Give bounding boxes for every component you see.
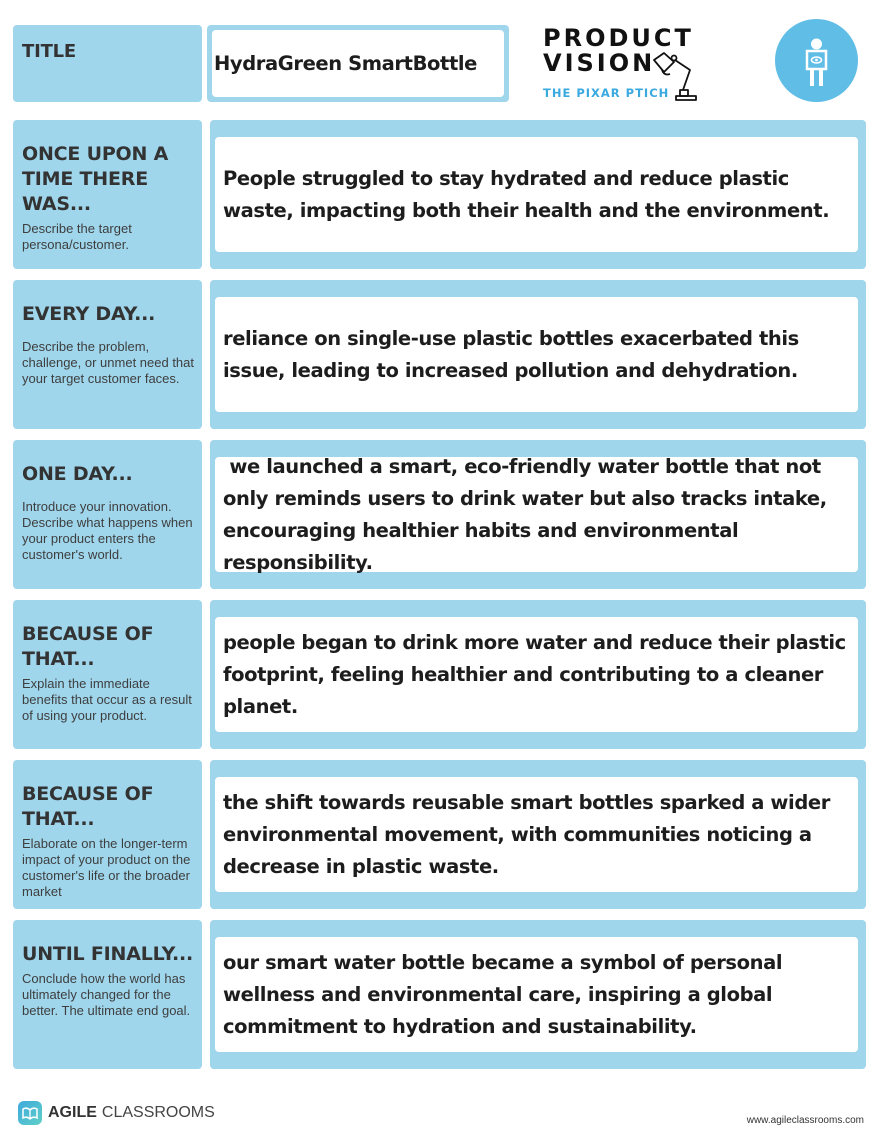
row-description: Describe the target persona/customer. bbox=[22, 221, 132, 252]
row-description: Conclude how the world has ultimately changed for the better. The ultimate end goal. bbox=[22, 971, 191, 1018]
row-value-field[interactable] bbox=[215, 777, 858, 892]
row-value-box bbox=[210, 120, 866, 269]
row-value: people began to drink more water and reduce their plastic footprint, feeling healthier and contributing to a cleaner planet. bbox=[223, 630, 846, 718]
row-label-box bbox=[13, 120, 202, 269]
agile-classrooms-logo[interactable] bbox=[18, 1101, 215, 1125]
row-value-field[interactable] bbox=[215, 937, 858, 1052]
row-description: Elaborate on the longer-term impact of your product on the customer's life or the broader market bbox=[22, 836, 191, 899]
brand-subtitle: THE PIXAR PTICH bbox=[543, 86, 670, 100]
row-title: BECAUSE OF THAT... Explain the immediate benefits that occur as a result of using your product. bbox=[22, 622, 196, 724]
row-value-box bbox=[210, 280, 866, 429]
logo-text-regular: CLASSROOMS bbox=[101, 1104, 215, 1121]
row-value-box bbox=[210, 920, 866, 1069]
logo-text-bold: AGILE bbox=[48, 1104, 97, 1121]
title-value-box bbox=[207, 25, 509, 102]
title-value: HydraGreen SmartBottle bbox=[214, 51, 477, 75]
row-label-box bbox=[13, 280, 202, 429]
row-title: BECAUSE OF THAT... Elaborate on the longer-term impact of your product on the customer's life or the broader market bbox=[22, 782, 196, 900]
row-label-box bbox=[13, 760, 202, 909]
row-value: reliance on single-use plastic bottles exacerbated this issue, leading to increased pollution and dehydration. bbox=[223, 326, 799, 382]
brand-line-1: PRODUCT bbox=[543, 24, 694, 52]
row-value: the shift towards reusable smart bottles sparked a wider environmental movement, with communities noticing a decrease in plastic waste. bbox=[223, 790, 830, 878]
row-value: our smart water bottle became a symbol of personal wellness and environmental care, inspiring a global commitment to hydration and sustainability. bbox=[223, 950, 783, 1038]
row-value-box bbox=[210, 600, 866, 749]
row-label-box bbox=[13, 440, 202, 589]
row-title: UNTIL FINALLY... Conclude how the world has ultimately changed for the better. The ultimate end goal. bbox=[22, 942, 196, 1019]
open-book-icon bbox=[18, 1101, 42, 1125]
row-title: ONE DAY... Introduce your innovation. Describe what happens when your product enters the customer's world. bbox=[22, 462, 196, 563]
title-value-field[interactable] bbox=[212, 30, 504, 97]
row-title: EVERY DAY... Describe the problem, challenge, or unmet need that your target customer faces. bbox=[22, 303, 195, 386]
row-description: Introduce your innovation. Describe what happens when your product enters the customer's world. bbox=[22, 499, 193, 562]
row-value-field[interactable] bbox=[215, 297, 858, 412]
row-label-box bbox=[13, 600, 202, 749]
row-value-field[interactable] bbox=[215, 617, 858, 732]
row-description: Describe the problem, challenge, or unmet need that your target customer faces. bbox=[22, 339, 195, 386]
desk-lamp-icon bbox=[650, 50, 712, 102]
row-value-field[interactable] bbox=[215, 454, 858, 574]
row-value-box bbox=[210, 440, 866, 589]
row-value: People struggled to stay hydrated and reduce plastic waste, impacting both their health and the environment. bbox=[223, 166, 830, 222]
row-value: we launched a smart, eco-friendly water bottle that not only reminds users to drink water but also tracks intake, encouraging healthier habits and environmental responsibility. bbox=[223, 454, 834, 574]
row-title: ONCE UPON A TIME THERE WAS... Describe the target persona/customer. bbox=[22, 142, 196, 253]
row-description: Explain the immediate benefits that occur as a result of using your product. bbox=[22, 676, 192, 723]
website-link[interactable]: www.agileclassrooms.com bbox=[746, 1115, 864, 1126]
brand-line-2: VISION bbox=[543, 49, 656, 77]
row-label-box bbox=[13, 920, 202, 1069]
row-value-field[interactable] bbox=[215, 137, 858, 252]
person-holding-eye-sign-icon bbox=[775, 19, 858, 102]
row-value-box bbox=[210, 760, 866, 909]
title-label: TITLE bbox=[22, 41, 77, 62]
title-label-box bbox=[13, 25, 202, 102]
